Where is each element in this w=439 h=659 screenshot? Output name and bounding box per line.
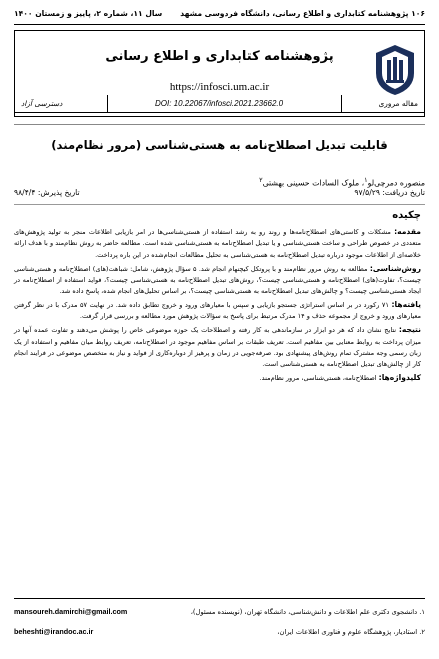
info-divider bbox=[107, 95, 108, 112]
section-text: مطالعه به روش مرور نظام‌مند و با پروتکل کیچنهام انجام شد. ۵ سؤال پژوهش، شامل: شباهت(های) اصطلاح‌نامه و هستی‌شناسی چیست؟، تفاوت(های) اصطلاح‌نامه و هستی‌شناسی چیست؟، روش‌های تبدیل اصطلاح‌نامه به هستی‌شناسی چیست؟، فواید استفاده از اصطلاح‌نامه در ایجاد هستی‌شناسی چیست؟ و چالش‌های تبدیل اصطلاح‌نامه به هستی‌شناسی چیست؟، بر اساس تحلیل‌های انجام شده، پاسخ داده شد. bbox=[14, 264, 421, 296]
running-header-issue: سال ۱۱، شماره ۲، پاییز و زمستان ۱۴۰۰ bbox=[14, 9, 163, 18]
section-divider bbox=[14, 124, 425, 125]
abstract-findings bbox=[14, 299, 421, 323]
open-access-label: دسترسی آزاد bbox=[21, 99, 63, 108]
author-list: منصوره دمرچی‌لو$^۱$، ملوک السادات حسینی بهشتی$^۲$ bbox=[259, 176, 425, 188]
abstract-conclusion bbox=[14, 324, 421, 370]
header-divider bbox=[14, 24, 425, 25]
accepted-date: تاریخ پذیرش: ۹۸/۴/۴ bbox=[14, 188, 80, 197]
author-email[interactable]: beheshti@irandoc.ac.ir bbox=[14, 627, 94, 636]
university-logo-icon bbox=[372, 43, 418, 97]
section-label: یافته‌ها: bbox=[391, 300, 421, 310]
footnote-2 bbox=[14, 626, 425, 638]
abstract-methodology bbox=[14, 263, 421, 298]
footnote-1 bbox=[14, 606, 425, 618]
section-text: ۷۱ رکورد در بر اساس استراتژی جستجو بازیابی و سپس با معیارهای ورود و خروج تطابق داده شد. در نهایت ۵۷ مدرک با در نظر گرفتن معیارهای ورود و خروج از مجموعه حذف و ۱۴ مدرک مرتبط برای پاسخ به سؤالات پژوهش مورد مطالعه و بررسی قرار گرفت. bbox=[14, 301, 421, 321]
footnote-divider bbox=[14, 598, 425, 599]
info-divider bbox=[341, 95, 342, 112]
author-email[interactable]: mansoureh.damirchi@gmail.com bbox=[14, 607, 128, 616]
section-label: روش‌شناسی: bbox=[369, 263, 421, 273]
journal-url[interactable]: https://infosci.um.ac.ir bbox=[169, 81, 270, 93]
section-text: مشکلات و کاستی‌های اصطلاح‌نامه‌ها و روند رو به رشد استفاده از هستی‌شناسی‌ها در امر بازیابی اطلاعات منجر به تولید پژوهش‌های متعددی در خصوص طراحی و ساخت هستی‌شناسی و یا تبدیل اصطلاح‌نامه به هستی‌شناسی شده است. مطالعه حاضر به روش نظام‌مند و با هدف ارائه خلاصه‌ای از اطلاعات موجود درباره تبدیل اصطلاح‌نامه به هستی‌شناسی به تحلیل مطالعات انجام‌شده در این باره پرداخت. bbox=[14, 228, 421, 259]
section-divider bbox=[14, 204, 425, 205]
running-header-journal: ۱۰۶ پژوهشنامه کتابداری و اطلاع رسانی، دانشگاه فردوسی مشهد bbox=[180, 9, 425, 18]
abstract-keywords bbox=[14, 372, 421, 384]
section-label: کلیدواژه‌ها: bbox=[378, 373, 421, 383]
running-header bbox=[14, 6, 425, 22]
abstract-introduction bbox=[14, 226, 421, 261]
article-type: مقاله مروری bbox=[378, 99, 418, 108]
footnote-text: ۲. استادیار، پژوهشگاه علوم و فناوری اطلاعات ایران، bbox=[277, 628, 425, 636]
article-title: قابلیت تبدیل اصطلاح‌نامه به هستی‌شناسی (مرور نظام‌مند) bbox=[51, 138, 388, 152]
footnote-text: ۱. دانشجوی دکتری علم اطلاعات و دانش‌شناسی، دانشگاه تهران، (نویسنده مسئول)، bbox=[190, 608, 425, 616]
section-text: نتایج نشان داد که هر دو ابزار در سازماندهی به کار رفته و اصطلاحات یک حوزه موضوعی خاص را پوشش می‌دهند و تفاوت عمده آنها در میزان پرداخت به روابط معنایی بین مفاهیم است. تعریف طبقات بر اساس مفاهیم موجود در اصطلاح‌نامه، تعریف روابط میان مفاهیم و استفاده از یک زبان رسمی وجه مشترک تمام روش‌های پیشنهادی بود. صرفه‌جویی در زمان و پرهیز از دوباره‌کاری از فواید و نیاز به متخصص موضوعی در فرایند انجام کار از چالش‌های تبدیل اصطلاح‌نامه به هستی‌شناسی است. bbox=[14, 326, 421, 369]
doi-link[interactable]: DOI: 10.22067/infosci.2021.23662.0 bbox=[155, 99, 284, 108]
section-label: مقدمه: bbox=[394, 227, 421, 236]
received-date: تاریخ دریافت: ۹۷/۵/۲۹ bbox=[354, 188, 425, 197]
section-label: نتیجه: bbox=[398, 325, 421, 335]
article-dates bbox=[14, 188, 425, 200]
abstract-body bbox=[14, 226, 421, 386]
section-text: اصطلاح‌نامه، هستی‌شناسی، مرور نظام‌مند. bbox=[259, 374, 379, 383]
article-info-strip bbox=[14, 95, 425, 113]
abstract-heading: چکیده bbox=[392, 210, 421, 221]
journal-title: پژوهشنامه کتابداری و اطلاع رسانی bbox=[105, 49, 334, 64]
